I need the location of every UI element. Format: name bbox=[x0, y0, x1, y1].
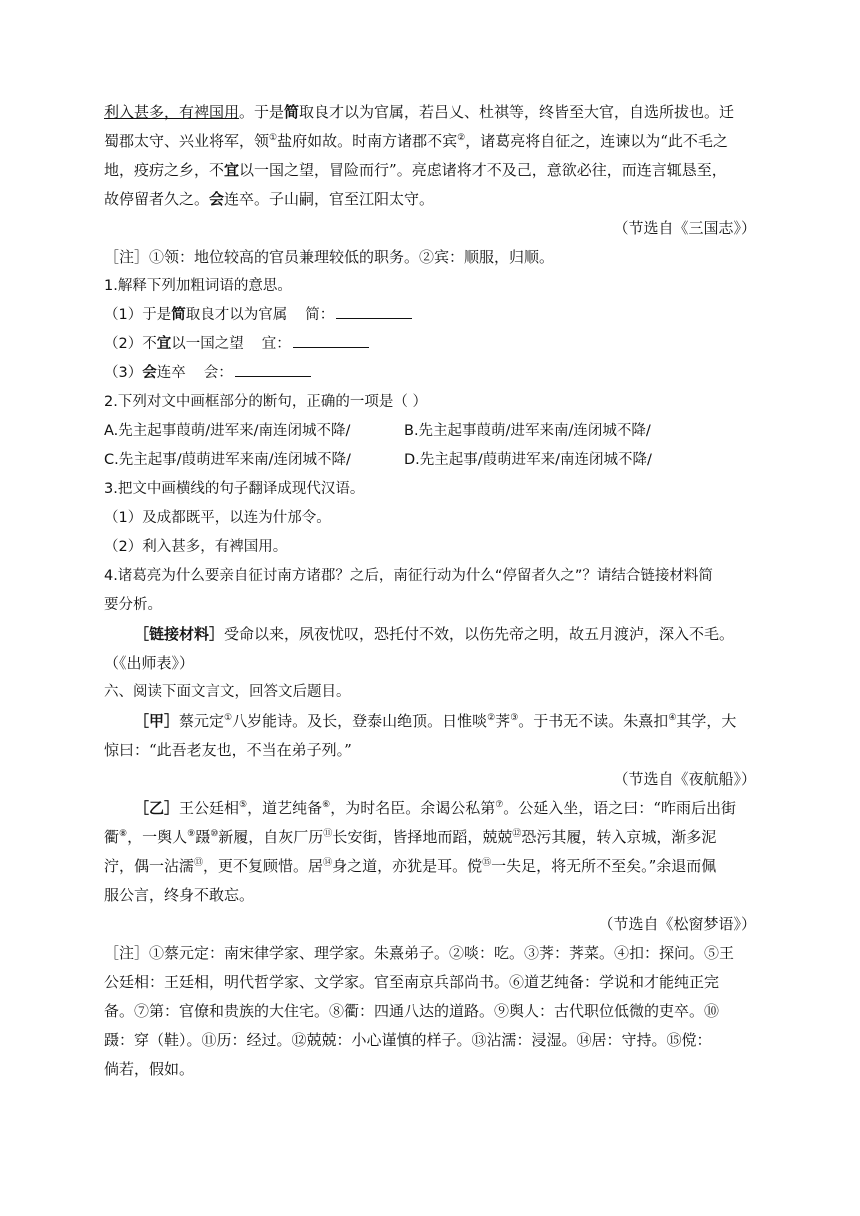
option-a[interactable]: A.先主起事葭萌/进军来/南连闭城不降/ bbox=[104, 423, 351, 439]
bold-word-jian: 简 bbox=[284, 103, 300, 121]
yi-line-4: 服公言，终身不敢忘。 bbox=[104, 886, 255, 904]
question-1-title: 1.解释下列加粗词语的意思。 bbox=[104, 278, 292, 294]
yi-source: （节选自《松窗梦语》） bbox=[598, 915, 756, 933]
notes-line-4: 蹑：穿（鞋）。⑪历：经过。⑫兢兢：小心谨慎的样子。⑬沾濡：浸湿。⑭居：守持。⑮傥： bbox=[104, 1031, 712, 1049]
question-4-line-1: 4.诸葛亮为什么要亲自征讨南方诸郡？之后，南征行动为什么“停留者久之”？请结合链接材料简 bbox=[104, 568, 713, 584]
question-3-sentence-1: （1）及成都既平，以连为什邡令。 bbox=[104, 510, 331, 526]
passage-line-4: 故停留者久之。会连卒。子山嗣，官至江阳太守。 bbox=[104, 190, 435, 208]
question-2-options-row-2 bbox=[104, 446, 756, 475]
notes-line-2: 公廷相：王廷相，明代哲学家、文学家。官至南京兵部尚书。⑥道艺纯备：学说和才能纯正完 bbox=[104, 973, 720, 991]
passage-source: （节选自《三国志》） bbox=[613, 219, 756, 237]
passage-line-3: 地，疫疠之乡，不宜以一国之望，冒险而行”。亮虑诸将才不及己，意欲必往，而连言辄恳至， bbox=[104, 161, 727, 179]
answer-blank[interactable] bbox=[293, 333, 369, 348]
jia-source: （节选自《夜航船》） bbox=[613, 770, 756, 788]
jia-line-1: ［甲］蔡元定①八岁能诗。及长，登泰山绝顶。日惟啖②荠③。于书无不读。朱熹扣④其学，大 bbox=[134, 712, 737, 730]
question-1-item-3: （3）会连卒 会： bbox=[104, 359, 756, 388]
question-2-title: 2.下列对文中画框部分的断句，正确的一项是（ ） bbox=[104, 394, 427, 410]
underlined-sentence: 利入甚多，有裨国用 bbox=[104, 103, 240, 121]
bold-word-yi: 宜 bbox=[224, 161, 240, 179]
question-3-sentence-2: （2）利入甚多，有裨国用。 bbox=[104, 539, 288, 555]
question-1-item-1: （1）于是简取良才以为官属 简： bbox=[104, 301, 756, 330]
bold-word-hui: 会 bbox=[209, 190, 225, 208]
yi-line-3: 泞，偶一沾濡⑬，更不复顾惜。居⑭身之道，亦犹是耳。傥⑮一失足，将无所不至矣。”余退而佩 bbox=[104, 857, 717, 875]
question-3-title: 3.把文中画横线的句子翻译成现代汉语。 bbox=[104, 481, 365, 497]
option-b[interactable]: B.先主起事葭萌/进军来南/连闭城不降/ bbox=[404, 423, 651, 439]
yi-line-2: 衢⑧，一舆人⑨蹑⑩新履，自灰厂历⑪长安街，皆择地而蹈，兢兢⑫恐污其履，转入京城，渐多泥 bbox=[104, 828, 717, 846]
passage-note: ［注］①领：地位较高的官员兼理较低的职务。②宾：顺服，归顺。 bbox=[104, 248, 555, 266]
section-6-title: 六、阅读下面文言文，回答文后题目。 bbox=[104, 684, 351, 700]
yi-line-1: ［乙］王公廷相⑤，道艺纯备⑥，为时名臣。余谒公私第⑦。公延入坐，语之曰：“昨雨后出街 bbox=[134, 799, 736, 817]
question-2-options-row-1 bbox=[104, 417, 756, 446]
question-4-line-2: 要分析。 bbox=[104, 597, 162, 613]
option-c[interactable]: C.先主起事/葭萌进军来南/连闭城不降/ bbox=[104, 452, 351, 468]
passage-line-2: 蜀郡太守、兴业将军，领①盐府如故。时南方诸郡不宾②，诸葛亮将自征之，连谏以为“此不毛之 bbox=[104, 132, 728, 150]
link-material: ［链接材料］受命以来，夙夜忧叹，恐托付不效，以伤先帝之明，故五月渡泸，深入不毛。 bbox=[134, 625, 735, 643]
answer-blank[interactable] bbox=[336, 304, 412, 319]
notes-line-5: 倘若，假如。 bbox=[104, 1060, 195, 1078]
answer-blank[interactable] bbox=[235, 362, 311, 377]
passage-line-1: 利入甚多，有裨国用。于是简取良才以为官属，若吕乂、杜祺等，终皆至大官，自选所拔也。迁 bbox=[104, 103, 735, 121]
option-d[interactable]: D.先主起事/葭萌进军来/南连闭城不降/ bbox=[404, 452, 652, 468]
jia-line-2: 惊曰：“此吾老友也，不当在弟子列。” bbox=[104, 741, 352, 759]
notes-line-3: 备。⑦第：官僚和贵族的大住宅。⑧衢：四通八达的道路。⑨舆人：古代职位低微的吏卒。⑩ bbox=[104, 1002, 720, 1020]
link-material-source: （《出师表》） bbox=[104, 654, 195, 672]
question-1-item-2: （2）不宜以一国之望 宜： bbox=[104, 330, 756, 359]
notes-line-1: ［注］①蔡元定：南宋律学家、理学家。朱熹弟子。②啖：吃。③荠：荠菜。④扣：探问。⑤王 bbox=[104, 944, 735, 962]
